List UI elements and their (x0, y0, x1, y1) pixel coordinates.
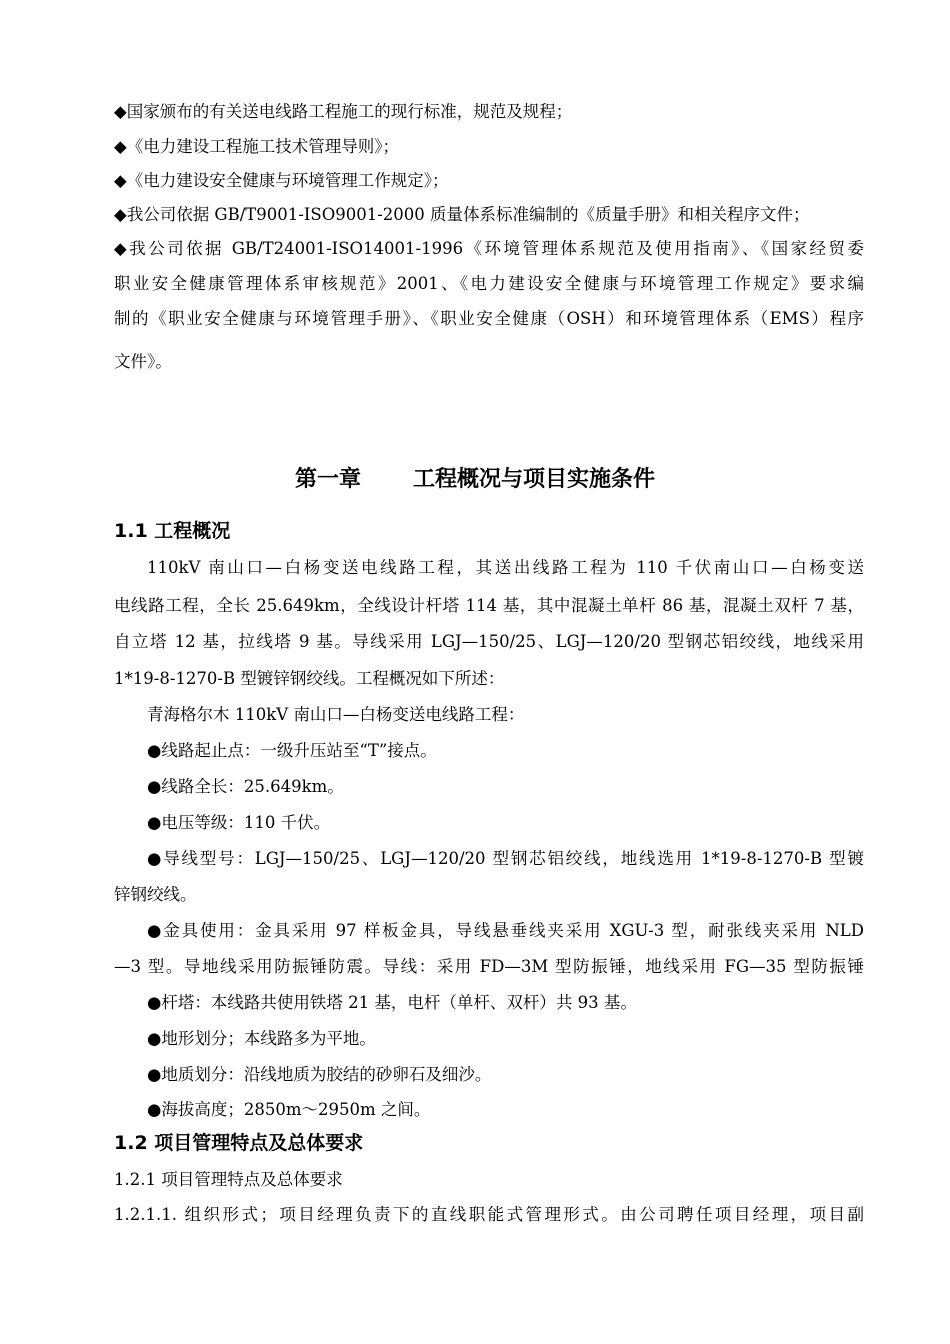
intro-line-2: ◆《电力建设工程施工技术管理导则》； (114, 137, 399, 156)
subsection-1-2-1: 1.2.1 项目管理特点及总体要求 (114, 1170, 343, 1189)
bullet-5-line-1: ●金具使用：金具采用 97 样板金具，导线悬垂线夹采用 XGU-3 型，耐张线夹采用 NLD (147, 921, 864, 940)
intro-line-3: ◆《电力建设安全健康与环境管理工作规定》； (114, 171, 449, 190)
bullet-2: ●线路全长：25.649km。 (147, 777, 344, 796)
bullet-4-line-2: 锌钢绞线。 (114, 885, 197, 904)
intro-line-4: ◆我公司依据 GB/T9001-ISO9001-2000 质量体系标准编制的《质量手册》和相关程序文件； (114, 205, 810, 224)
para1-line-2: 电线路工程，全长 25.649km，全线设计杆塔 114 基，其中混凝土单杆 86 基，混凝土双杆 7 基， (114, 596, 864, 615)
chapter-name: 工程概况与项目实施条件 (413, 467, 656, 492)
chapter-title (0, 458, 950, 502)
bullet-4-line-1: ●导线型号：LGJ—150/25、LGJ—120/20 型钢芯铝绞线，地线选用 1*19-8-1270-B 型镀 (147, 849, 864, 868)
para1-line-1: 110kV 南山口—白杨变送电线路工程，其送出线路工程为 110 千伏南山口—白杨变送 (147, 558, 864, 577)
bullet-7: ●地形划分；本线路多为平地。 (147, 1029, 376, 1048)
para2: 青海格尔木 110kV 南山口—白杨变送电线路工程： (147, 705, 525, 724)
bullet-5-line-2: —3 型。导地线采用防振锤防震。导线：采用 FD—3M 型防振锤，地线采用 FG—35 型防振锤 (114, 957, 864, 976)
intro-line-8: 文件》。 (114, 352, 172, 371)
chapter-number: 第一章 (294, 467, 361, 492)
bullet-3: ●电压等级：110 千伏。 (147, 813, 331, 832)
intro-line-1: ◆国家颁布的有关送电线路工程施工的现行标准，规范及规程； (114, 102, 573, 121)
section-1-2-heading: 1.2 项目管理特点及总体要求 (114, 1132, 364, 1154)
item-1-2-1-1: 1.2.1.1. 组织形式；项目经理负责下的直线职能式管理形式。由公司聘任项目经理，项目副 (114, 1205, 864, 1224)
section-1-1-heading: 1.1 工程概况 (114, 520, 231, 542)
para1-line-3: 自立塔 12 基，拉线塔 9 基。导线采用 LGJ—150/25、LGJ—120/20 型钢芯铝绞线，地线采用 (114, 632, 864, 651)
bullet-9: ●海拔高度；2850m～2950m 之间。 (147, 1100, 431, 1119)
intro-line-6: 职业安全健康管理体系审核规范》2001、《电力建设安全健康与环境管理工作规定》要求编 (114, 274, 864, 293)
bullet-6: ●杆塔：本线路共使用铁塔 21 基，电杆（单杆、双杆）共 93 基。 (147, 993, 637, 1012)
para1-line-4: 1*19-8-1270-B 型镀锌钢绞线。工程概况如下所述： (114, 669, 505, 688)
bullet-1: ●线路起止点：一级升压站至“T”接点。 (147, 741, 437, 760)
intro-line-7: 制的《职业安全健康与环境管理手册》、《职业安全健康（OSH）和环境管理体系（EMS）程序 (114, 309, 864, 328)
bullet-8: ●地质划分：沿线地质为胶结的砂卵石及细沙。 (147, 1065, 492, 1084)
intro-line-5: ◆我公司依据 GB/T24001-ISO14001-1996《环境管理体系规范及使用指南》、《国家经贸委 (114, 239, 864, 258)
